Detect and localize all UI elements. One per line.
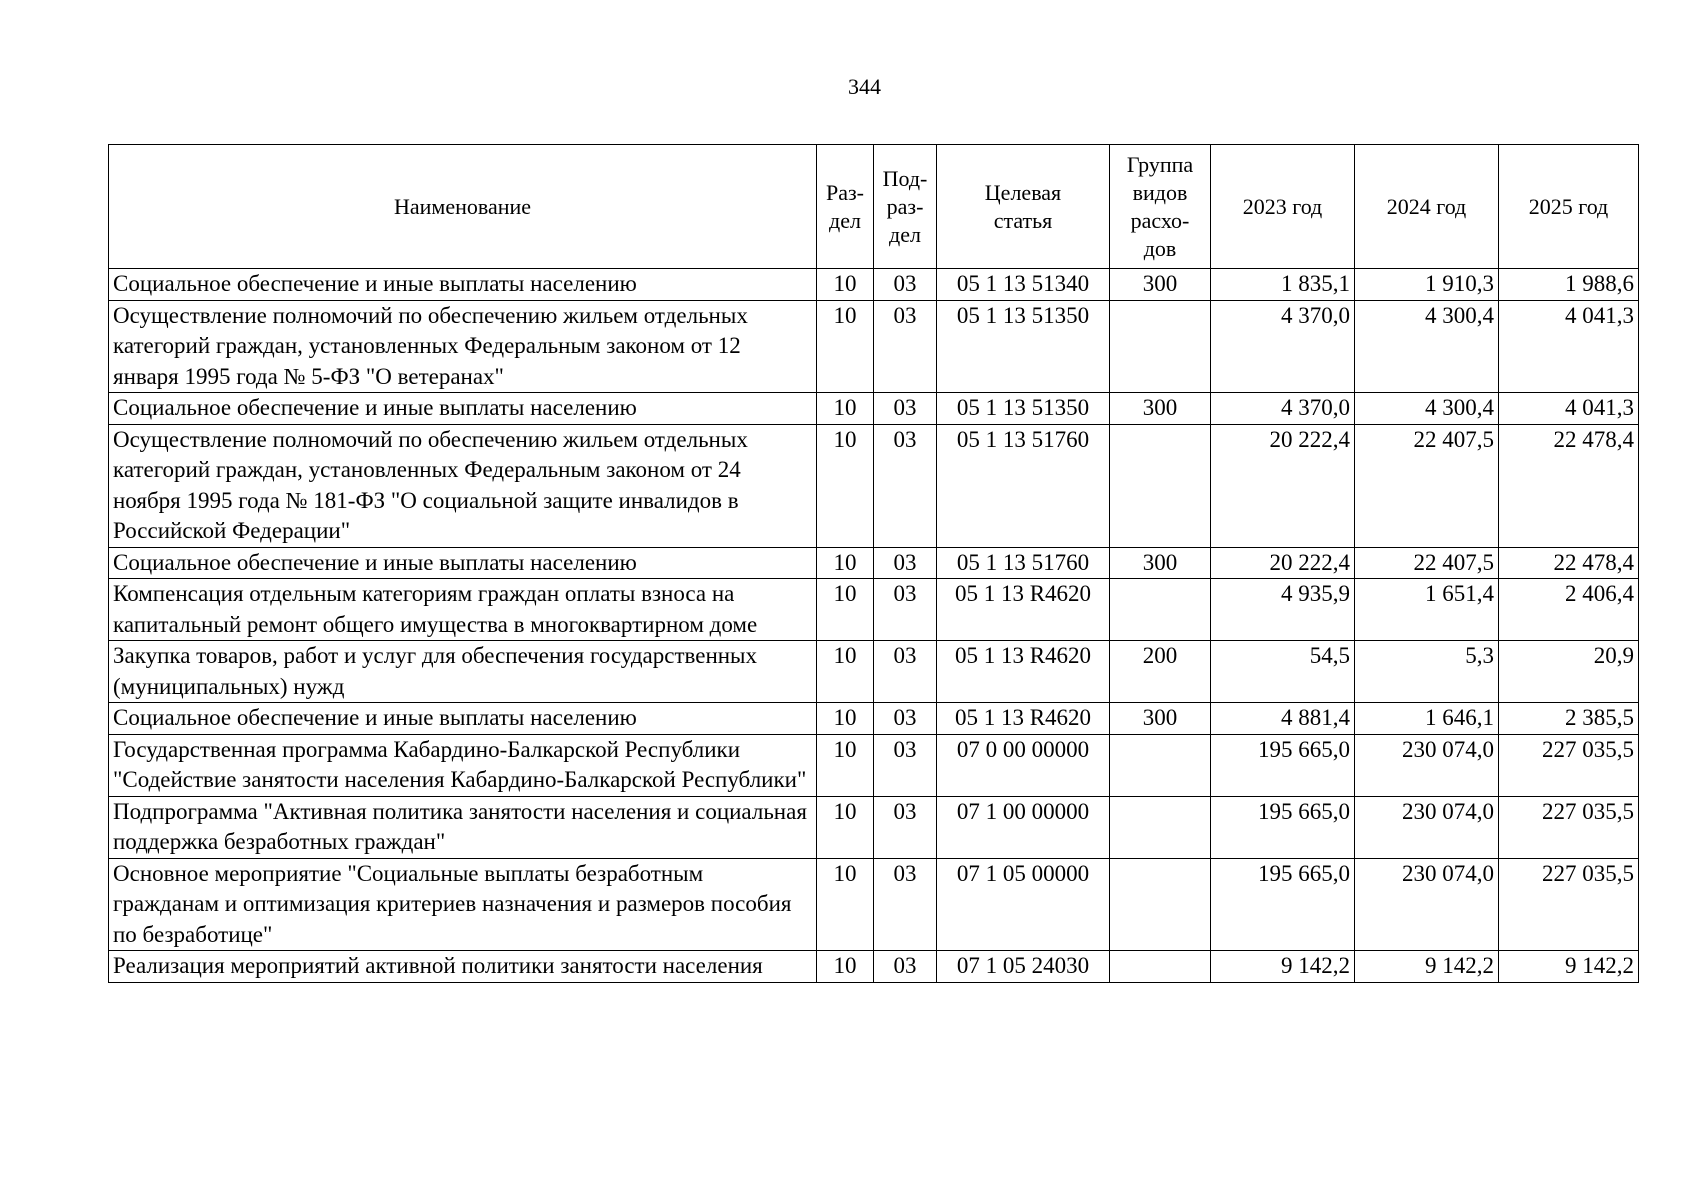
cell-year-2023: 20 222,4 xyxy=(1211,547,1355,579)
cell-year-2025: 22 478,4 xyxy=(1499,424,1639,547)
cell-name: Закупка товаров, работ и услуг для обеспечения государственных (муниципальных) нужд xyxy=(109,641,817,703)
table-row xyxy=(109,951,1639,983)
cell-celevaya-statya: 05 1 13 51760 xyxy=(937,547,1110,579)
cell-gruppa-vidov-rashodov xyxy=(1110,734,1211,796)
header-name: Наименование xyxy=(109,145,817,269)
cell-year-2023: 4 935,9 xyxy=(1211,579,1355,641)
cell-year-2024: 22 407,5 xyxy=(1355,547,1499,579)
header-year-2025: 2025 год xyxy=(1499,145,1639,269)
cell-name: Реализация мероприятий активной политики занятости населения xyxy=(109,951,817,983)
cell-year-2023: 54,5 xyxy=(1211,641,1355,703)
cell-razdel: 10 xyxy=(817,858,874,951)
cell-year-2025: 20,9 xyxy=(1499,641,1639,703)
cell-year-2024: 230 074,0 xyxy=(1355,796,1499,858)
cell-year-2025: 227 035,5 xyxy=(1499,734,1639,796)
cell-year-2023: 4 370,0 xyxy=(1211,393,1355,425)
cell-year-2024: 1 910,3 xyxy=(1355,269,1499,301)
cell-razdel: 10 xyxy=(817,300,874,393)
cell-year-2023: 4 881,4 xyxy=(1211,703,1355,735)
table-row xyxy=(109,269,1639,301)
cell-gruppa-vidov-rashodov xyxy=(1110,424,1211,547)
cell-name: Социальное обеспечение и иные выплаты населению xyxy=(109,269,817,301)
cell-gruppa-vidov-rashodov xyxy=(1110,951,1211,983)
cell-year-2023: 195 665,0 xyxy=(1211,796,1355,858)
header-podrazdel: Под- раз- дел xyxy=(874,145,937,269)
cell-name: Социальное обеспечение и иные выплаты населению xyxy=(109,703,817,735)
cell-celevaya-statya: 05 1 13 51340 xyxy=(937,269,1110,301)
cell-name: Социальное обеспечение и иные выплаты населению xyxy=(109,547,817,579)
cell-podrazdel: 03 xyxy=(874,703,937,735)
cell-year-2025: 2 406,4 xyxy=(1499,579,1639,641)
cell-year-2023: 9 142,2 xyxy=(1211,951,1355,983)
cell-year-2025: 22 478,4 xyxy=(1499,547,1639,579)
cell-name: Основное мероприятие "Социальные выплаты безработным гражданам и оптимизация критериев назначения и размеров пособия по безработице" xyxy=(109,858,817,951)
cell-year-2025: 4 041,3 xyxy=(1499,393,1639,425)
cell-year-2024: 22 407,5 xyxy=(1355,424,1499,547)
cell-name: Государственная программа Кабардино-Балкарской Республики "Содействие занятости населения Кабардино-Балкарской Республики" xyxy=(109,734,817,796)
cell-year-2024: 1 646,1 xyxy=(1355,703,1499,735)
cell-celevaya-statya: 07 0 00 00000 xyxy=(937,734,1110,796)
cell-year-2024: 230 074,0 xyxy=(1355,734,1499,796)
budget-table xyxy=(108,144,1639,983)
table-row xyxy=(109,703,1639,735)
header-row xyxy=(109,145,1639,269)
cell-year-2023: 4 370,0 xyxy=(1211,300,1355,393)
cell-name: Подпрограмма "Активная политика занятости населения и социальная поддержка безработных граждан" xyxy=(109,796,817,858)
cell-razdel: 10 xyxy=(817,641,874,703)
cell-year-2023: 20 222,4 xyxy=(1211,424,1355,547)
cell-podrazdel: 03 xyxy=(874,641,937,703)
cell-year-2024: 4 300,4 xyxy=(1355,300,1499,393)
cell-gruppa-vidov-rashodov xyxy=(1110,300,1211,393)
cell-year-2024: 9 142,2 xyxy=(1355,951,1499,983)
cell-name: Осуществление полномочий по обеспечению жильем отдельных категорий граждан, установленных Федеральным законом от 12 января 1995 года № 5-ФЗ "О ветеранах" xyxy=(109,300,817,393)
cell-gruppa-vidov-rashodov: 300 xyxy=(1110,269,1211,301)
cell-name: Осуществление полномочий по обеспечению жильем отдельных категорий граждан, установленных Федеральным законом от 24 ноября 1995 года № 181-ФЗ "О социальной защите инвалидов в Российской Федерации" xyxy=(109,424,817,547)
table-row xyxy=(109,796,1639,858)
cell-razdel: 10 xyxy=(817,269,874,301)
cell-podrazdel: 03 xyxy=(874,300,937,393)
cell-razdel: 10 xyxy=(817,424,874,547)
cell-razdel: 10 xyxy=(817,393,874,425)
cell-podrazdel: 03 xyxy=(874,393,937,425)
cell-celevaya-statya: 05 1 13 51350 xyxy=(937,393,1110,425)
cell-celevaya-statya: 05 1 13 51760 xyxy=(937,424,1110,547)
cell-podrazdel: 03 xyxy=(874,547,937,579)
table-row xyxy=(109,858,1639,951)
cell-razdel: 10 xyxy=(817,951,874,983)
cell-gruppa-vidov-rashodov xyxy=(1110,858,1211,951)
table-row xyxy=(109,424,1639,547)
cell-podrazdel: 03 xyxy=(874,734,937,796)
cell-celevaya-statya: 07 1 00 00000 xyxy=(937,796,1110,858)
cell-gruppa-vidov-rashodov xyxy=(1110,796,1211,858)
cell-celevaya-statya: 07 1 05 24030 xyxy=(937,951,1110,983)
cell-year-2024: 4 300,4 xyxy=(1355,393,1499,425)
table-row xyxy=(109,393,1639,425)
table-row xyxy=(109,734,1639,796)
cell-podrazdel: 03 xyxy=(874,269,937,301)
cell-gruppa-vidov-rashodov: 200 xyxy=(1110,641,1211,703)
header-year-2024: 2024 год xyxy=(1355,145,1499,269)
cell-celevaya-statya: 05 1 13 R4620 xyxy=(937,703,1110,735)
header-razdel: Раз- дел xyxy=(817,145,874,269)
cell-celevaya-statya: 05 1 13 R4620 xyxy=(937,641,1110,703)
table-body xyxy=(109,269,1639,983)
cell-podrazdel: 03 xyxy=(874,858,937,951)
cell-year-2025: 4 041,3 xyxy=(1499,300,1639,393)
table-row xyxy=(109,547,1639,579)
cell-name: Компенсация отдельным категориям граждан оплаты взноса на капитальный ремонт общего имущества в многоквартирном доме xyxy=(109,579,817,641)
cell-gruppa-vidov-rashodov: 300 xyxy=(1110,547,1211,579)
cell-year-2024: 230 074,0 xyxy=(1355,858,1499,951)
cell-year-2023: 195 665,0 xyxy=(1211,734,1355,796)
header-celevaya-statya: Целевая статья xyxy=(937,145,1110,269)
cell-year-2025: 9 142,2 xyxy=(1499,951,1639,983)
cell-name: Социальное обеспечение и иные выплаты населению xyxy=(109,393,817,425)
cell-razdel: 10 xyxy=(817,579,874,641)
cell-year-2024: 5,3 xyxy=(1355,641,1499,703)
page-number: 344 xyxy=(848,74,881,99)
cell-year-2025: 227 035,5 xyxy=(1499,858,1639,951)
cell-podrazdel: 03 xyxy=(874,951,937,983)
cell-gruppa-vidov-rashodov: 300 xyxy=(1110,393,1211,425)
cell-podrazdel: 03 xyxy=(874,424,937,547)
cell-gruppa-vidov-rashodov: 300 xyxy=(1110,703,1211,735)
cell-celevaya-statya: 05 1 13 R4620 xyxy=(937,579,1110,641)
cell-year-2025: 2 385,5 xyxy=(1499,703,1639,735)
header-gruppa-vidov-rashodov: Группа видов расхо- дов xyxy=(1110,145,1211,269)
cell-year-2023: 1 835,1 xyxy=(1211,269,1355,301)
cell-razdel: 10 xyxy=(817,796,874,858)
table-row xyxy=(109,641,1639,703)
cell-celevaya-statya: 07 1 05 00000 xyxy=(937,858,1110,951)
cell-year-2025: 1 988,6 xyxy=(1499,269,1639,301)
cell-year-2023: 195 665,0 xyxy=(1211,858,1355,951)
cell-gruppa-vidov-rashodov xyxy=(1110,579,1211,641)
cell-year-2024: 1 651,4 xyxy=(1355,579,1499,641)
cell-podrazdel: 03 xyxy=(874,579,937,641)
header-year-2023: 2023 год xyxy=(1211,145,1355,269)
cell-razdel: 10 xyxy=(817,734,874,796)
cell-razdel: 10 xyxy=(817,547,874,579)
cell-razdel: 10 xyxy=(817,703,874,735)
table-row xyxy=(109,579,1639,641)
cell-podrazdel: 03 xyxy=(874,796,937,858)
table-row xyxy=(109,300,1639,393)
cell-celevaya-statya: 05 1 13 51350 xyxy=(937,300,1110,393)
cell-year-2025: 227 035,5 xyxy=(1499,796,1639,858)
